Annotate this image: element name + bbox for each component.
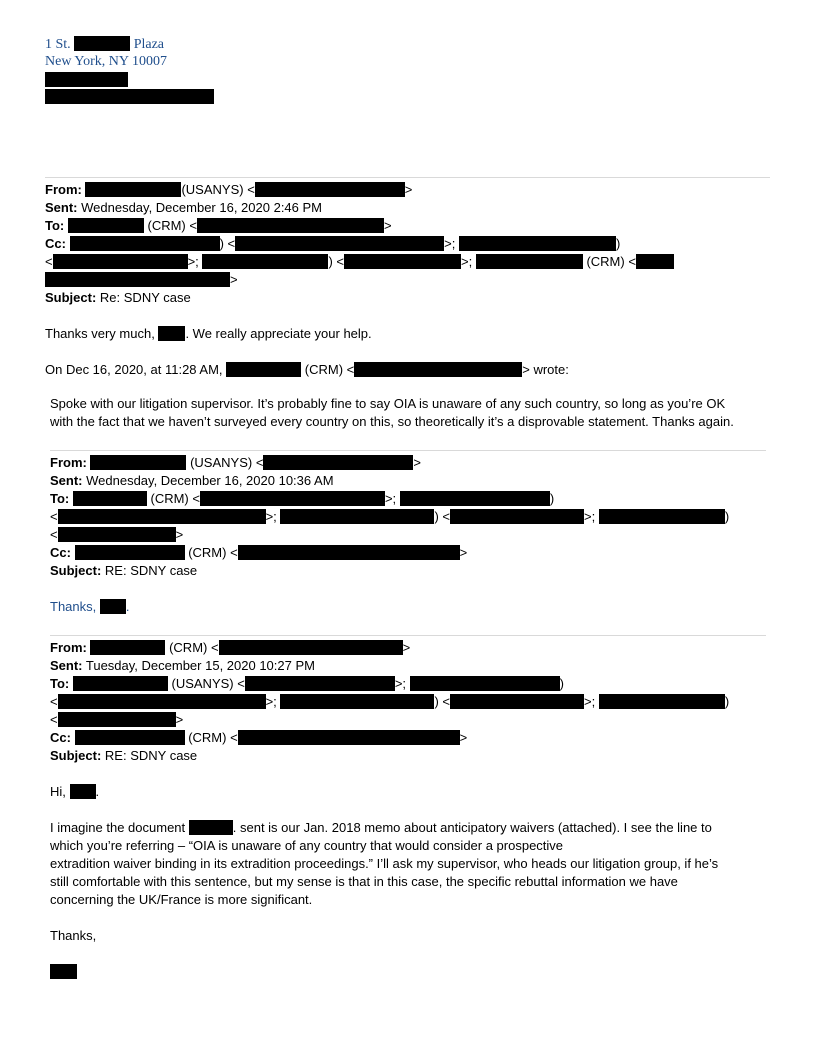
redaction-block <box>450 509 584 524</box>
header-divider <box>45 177 770 178</box>
msg2-cc: Cc: (CRM) < > <box>50 545 468 560</box>
letterhead-line-redacted <box>45 88 214 106</box>
msg3-para-line-5: concerning the UK/France is more significant. <box>50 892 313 907</box>
redaction-block <box>58 712 176 727</box>
redaction-block <box>53 254 188 269</box>
letterhead-city: New York, NY 10007 <box>45 54 167 69</box>
msg3-para-line-3: extradition waiver binding in its extradition proceedings.” I’ll ask my supervisor, who heads our litigation group, if he’s <box>50 856 719 871</box>
msg3-greeting: Hi, . <box>50 784 100 799</box>
msg2-to-cont: < >; ) < >; ) <box>50 509 730 524</box>
redaction-block <box>58 694 266 709</box>
redaction-block <box>263 455 413 470</box>
msg1-cc-cont: < >; ) < >; (CRM) < <box>45 253 674 271</box>
redaction-block <box>200 491 385 506</box>
message-divider <box>50 450 766 451</box>
quoted-line-2: with the fact that we haven’t surveyed every country on this, so theoretically it’s a disprovable statement. Thanks again. <box>50 414 734 429</box>
msg3-para-line-4: still comfortable with this sentence, but my sense is that in this case, the specific rebuttal information we have <box>50 874 678 889</box>
msg1-quote-attribution: On Dec 16, 2020, at 11:28 AM, (CRM) < > wrote: <box>45 362 569 377</box>
redaction-block <box>74 36 130 51</box>
redaction-block <box>90 455 186 470</box>
msg3-para-line-1: I imagine the document . sent is our Jan. 2018 memo about anticipatory waivers (attached). I see the line to <box>50 820 712 835</box>
redaction-block <box>280 694 434 709</box>
redaction-block <box>75 730 185 745</box>
redaction-block <box>68 218 144 233</box>
msg3-sent: Sent: Tuesday, December 15, 2020 10:27 PM <box>50 658 315 673</box>
redaction-block <box>58 509 266 524</box>
msg2-to: To: (CRM) < >; ) <box>50 491 555 506</box>
msg2-body: Thanks, . <box>50 599 130 614</box>
redaction-block <box>158 326 185 341</box>
redaction-block <box>45 89 214 104</box>
redaction-block <box>58 527 176 542</box>
msg2-subject: Subject: RE: SDNY case <box>50 563 198 578</box>
redaction-block <box>354 362 522 377</box>
redaction-block <box>245 676 395 691</box>
msg3-from: From: (CRM) < > <box>50 640 411 655</box>
msg1-subject: Subject: Re: SDNY case <box>45 290 191 305</box>
redaction-block <box>197 218 384 233</box>
msg2-to-cont2: < > <box>50 527 184 542</box>
redaction-block <box>410 676 560 691</box>
redaction-block <box>50 964 77 979</box>
msg1-body: Thanks very much, . We really appreciate your help. <box>45 326 372 341</box>
redaction-block <box>280 509 434 524</box>
msg1-from: From: (USANYS) < > <box>45 182 413 197</box>
redaction-block <box>189 820 233 835</box>
redaction-block <box>235 236 444 251</box>
letterhead-line-redacted <box>45 71 128 89</box>
redaction-block <box>344 254 461 269</box>
redaction-block <box>255 182 405 197</box>
msg3-signature <box>50 963 77 981</box>
redaction-block <box>459 236 616 251</box>
redaction-block <box>636 254 674 269</box>
redaction-block <box>100 599 126 614</box>
redaction-block <box>45 272 230 287</box>
redaction-block <box>476 254 583 269</box>
redaction-block <box>45 72 128 87</box>
msg3-para-line-2: which you’re referring – “OIA is unaware of any country that would consider a prospective <box>50 838 564 853</box>
letterhead-street: 1 St. Plaza <box>45 37 165 52</box>
redaction-block <box>70 236 220 251</box>
redaction-block <box>238 545 460 560</box>
msg3-to: To: (USANYS) < >; ) <box>50 676 565 691</box>
msg2-from: From: (USANYS) < > <box>50 455 422 470</box>
redaction-block <box>90 640 165 655</box>
redaction-block <box>73 491 147 506</box>
redaction-block <box>238 730 460 745</box>
redaction-block <box>599 509 725 524</box>
msg3-closing: Thanks, <box>50 928 97 943</box>
msg3-to-cont2: < > <box>50 712 184 727</box>
message-divider <box>50 635 766 636</box>
redaction-block <box>226 362 301 377</box>
redaction-block <box>70 784 96 799</box>
msg3-subject: Subject: RE: SDNY case <box>50 748 198 763</box>
redaction-block <box>599 694 725 709</box>
redaction-block <box>400 491 550 506</box>
msg2-sent: Sent: Wednesday, December 16, 2020 10:36 AM <box>50 473 334 488</box>
msg1-to: To: (CRM) < > <box>45 218 392 233</box>
redaction-block <box>219 640 403 655</box>
redaction-block <box>202 254 328 269</box>
redaction-block <box>450 694 584 709</box>
msg3-cc: Cc: (CRM) < > <box>50 730 468 745</box>
quoted-line-1: Spoke with our litigation supervisor. It’s probably fine to say OIA is unaware of any such country, so long as you’re OK <box>50 396 726 411</box>
msg1-sent: Sent: Wednesday, December 16, 2020 2:46 PM <box>45 200 323 215</box>
redaction-block <box>73 676 168 691</box>
redaction-block <box>85 182 181 197</box>
msg3-to-cont: < >; ) < >; ) <box>50 694 730 709</box>
msg1-cc: Cc: ) < >; ) <box>45 236 621 251</box>
redaction-block <box>75 545 185 560</box>
msg1-cc-cont2: > <box>45 271 238 289</box>
